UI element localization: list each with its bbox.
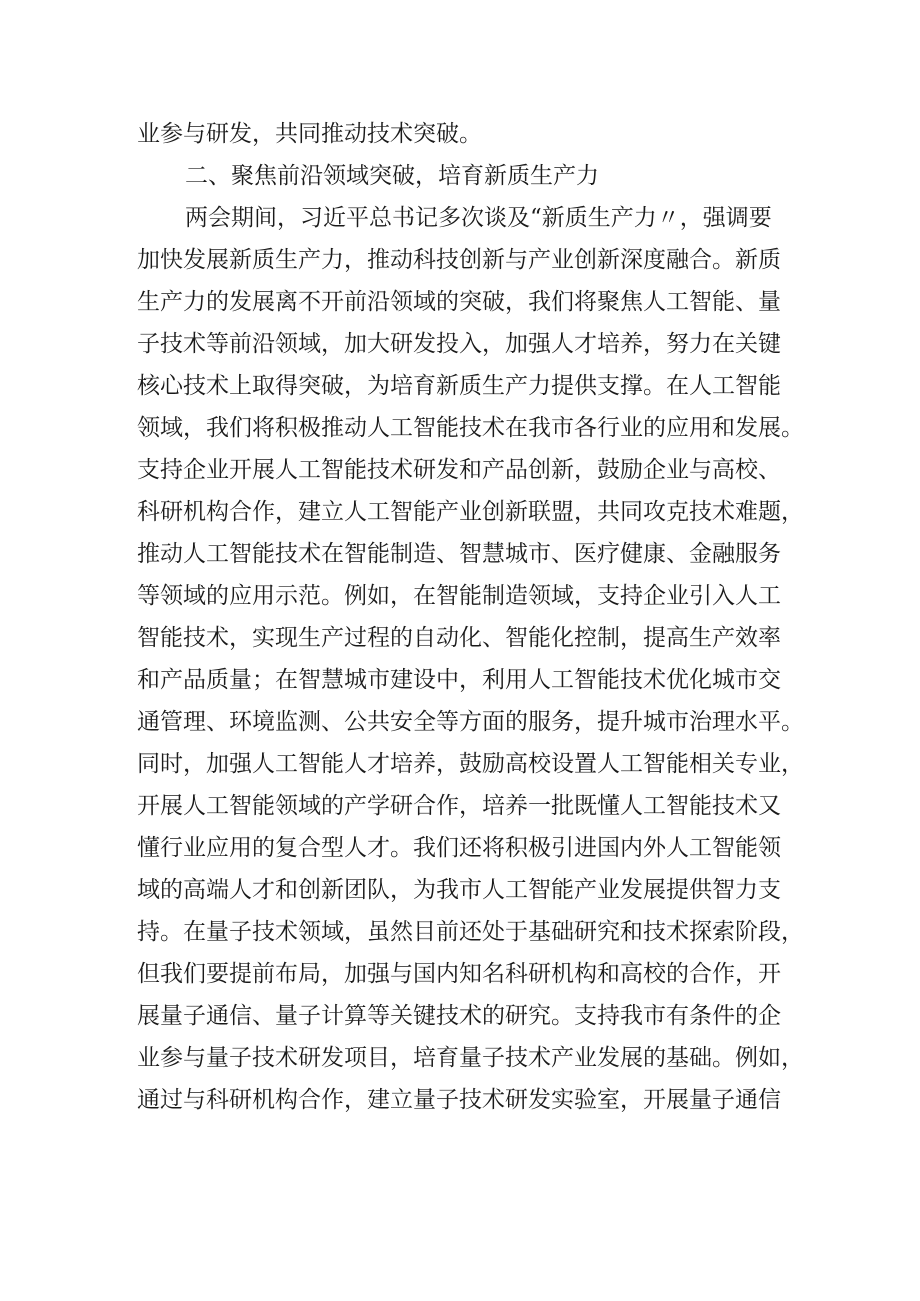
text-line: 等领域的应用示范。例如，在智能制造领域，支持企业引入人工 — [137, 583, 781, 609]
text-line: 科研机构合作，建立人工智能产业创新联盟，共同攻克技术难题， — [137, 499, 804, 525]
text-line: 业参与量子技术研发项目，培育量子技术产业发展的基础。例如， — [137, 1045, 804, 1071]
text-line: 和产品质量；在智慧城市建设中，利用人工智能技术优化城市交 — [137, 667, 781, 693]
text-line: 开展人工智能领域的产学研合作，培养一批既懂人工智能技术又 — [137, 793, 781, 819]
text-line: 同时，加强人工智能人才培养，鼓励高校设置人工智能相关专业， — [137, 751, 804, 777]
text-line: 通管理、环境监测、公共安全等方面的服务，提升城市治理水平。 — [137, 709, 804, 735]
text-line: 通过与科研机构合作，建立量子技术研发实验室，开展量子通信 — [137, 1087, 781, 1113]
text-line: 域的高端人才和创新团队，为我市人工智能产业发展提供智力支 — [137, 877, 781, 903]
text-line: 子技术等前沿领域，加大研发投入，加强人才培养，努力在关键 — [137, 331, 781, 357]
text-line: 领域，我们将积极推动人工智能技术在我市各行业的应用和发展。 — [137, 415, 804, 441]
text-line: 支持企业开展人工智能技术研发和产品创新，鼓励企业与高校、 — [137, 457, 781, 483]
text-line: 智能技术，实现生产过程的自动化、智能化控制，提高生产效率 — [137, 625, 781, 651]
text-line: 展量子通信、量子计算等关键技术的研究。支持我市有条件的企 — [137, 1003, 781, 1029]
text-line-continuation: 业参与研发，共同推动技术突破。 — [137, 121, 482, 147]
text-line: 持。在量子技术领域，虽然目前还处于基础研究和技术探索阶段， — [137, 919, 804, 945]
paragraph-first-line: 两会期间，习近平总书记多次谈及“新质生产力〃，强调要 — [185, 205, 772, 231]
body-text — [137, 113, 804, 1121]
section-heading: 二、聚焦前沿领域突破，培育新质生产力 — [185, 163, 599, 189]
text-line: 加快发展新质生产力，推动科技创新与产业创新深度融合。新质 — [137, 247, 781, 273]
text-line: 生产力的发展离不开前沿领域的突破，我们将聚焦人工智能、量 — [137, 289, 781, 315]
text-line: 核心技术上取得突破，为培育新质生产力提供支撑。在人工智能 — [137, 373, 781, 399]
text-line: 懂行业应用的复合型人才。我们还将积极引进国内外人工智能领 — [137, 835, 781, 861]
text-line: 但我们要提前布局，加强与国内知名科研机构和高校的合作，开 — [137, 961, 781, 987]
text-line: 推动人工智能技术在智能制造、智慧城市、医疗健康、金融服务 — [137, 541, 781, 567]
